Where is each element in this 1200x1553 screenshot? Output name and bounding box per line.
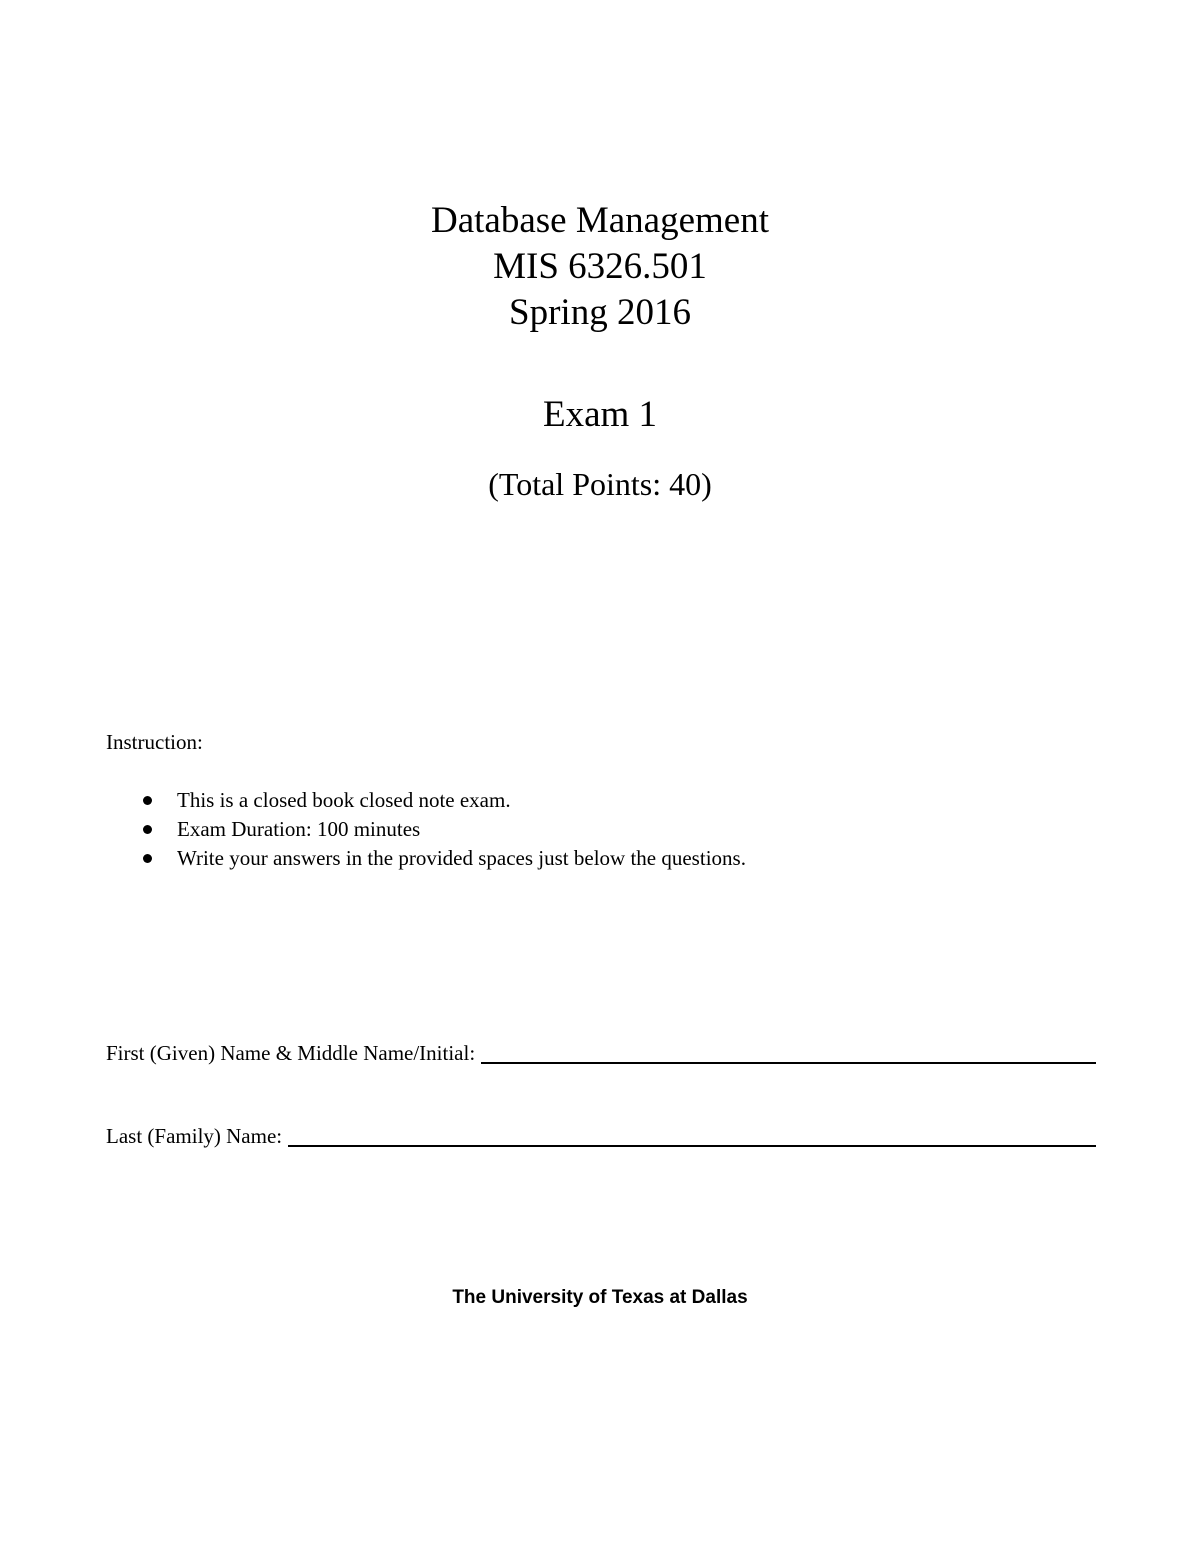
title-block	[0, 198, 1200, 336]
list-item	[106, 786, 746, 815]
instruction-text: Exam Duration: 100 minutes	[177, 817, 421, 841]
instruction-text: Write your answers in the provided spaces just below the questions.	[177, 846, 746, 870]
course-code: MIS 6326.501	[493, 246, 707, 287]
first-name-row	[106, 1040, 1096, 1066]
first-name-label: First (Given) Name & Middle Name/Initial:	[106, 1041, 476, 1065]
university-name: The University of Texas at Dallas	[452, 1287, 748, 1308]
exam-title: Exam 1	[542, 394, 658, 435]
bullet-icon	[143, 825, 152, 834]
course-name: Database Management	[431, 200, 769, 241]
bullet-icon	[143, 854, 152, 863]
list-item	[106, 815, 746, 844]
last-name-field[interactable]	[288, 1145, 1096, 1147]
instruction-text: This is a closed book closed note exam.	[177, 788, 511, 812]
term: Spring 2016	[509, 292, 691, 333]
instruction-list	[106, 786, 746, 873]
total-points: (Total Points: 40)	[488, 466, 712, 502]
last-name-row	[106, 1123, 1096, 1149]
bullet-icon	[143, 796, 152, 805]
last-name-label: Last (Family) Name:	[106, 1124, 283, 1148]
instruction-heading: Instruction:	[106, 730, 203, 754]
list-item	[106, 844, 746, 873]
first-name-field[interactable]	[481, 1062, 1096, 1064]
